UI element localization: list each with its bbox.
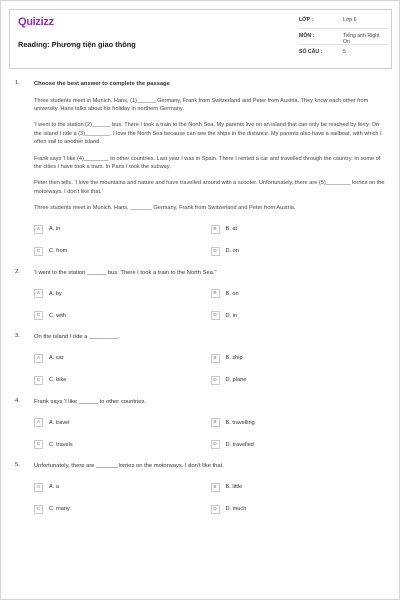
answer-option[interactable] <box>34 311 211 320</box>
answer-option[interactable] <box>34 289 211 298</box>
answer-options <box>34 286 387 323</box>
option-text: B. on <box>225 290 239 297</box>
meta-row-class <box>299 13 387 29</box>
meta-label: LỚP : <box>299 17 314 23</box>
option-text: A. in <box>49 226 61 233</box>
worksheet-header <box>9 9 392 69</box>
answer-options <box>34 351 387 388</box>
question-text: Unfortunately, there are _______lorries on the motorways. I don't like that. <box>34 463 224 470</box>
option-letter-box: C <box>34 440 43 449</box>
option-text: C. bike <box>49 377 67 384</box>
option-text: B. at <box>225 226 238 233</box>
question-number: 1. <box>15 80 20 86</box>
option-letter-box: C <box>34 505 43 514</box>
question-number: 2. <box>15 268 20 275</box>
meta-value: Lớp 6 <box>343 17 357 23</box>
question-5 <box>15 462 387 517</box>
option-text: D. much <box>225 506 247 513</box>
answer-option[interactable] <box>211 505 388 514</box>
answer-options <box>34 222 387 259</box>
questions-list <box>15 80 387 524</box>
answer-option[interactable] <box>34 376 211 385</box>
answer-option[interactable] <box>211 247 388 256</box>
meta-label: MÔN : <box>299 33 315 39</box>
question-number: 3. <box>15 333 20 340</box>
question-2 <box>15 269 387 324</box>
question-4 <box>15 398 387 453</box>
meta-value: Tiếng anh Right On <box>343 33 380 45</box>
answer-options <box>34 415 387 452</box>
question-1 <box>15 80 387 259</box>
option-text: D. travelled <box>225 441 254 448</box>
answer-option[interactable] <box>211 225 388 234</box>
answer-options <box>34 480 387 517</box>
option-text: A. a <box>49 484 59 491</box>
answer-option[interactable] <box>34 440 211 449</box>
answer-option[interactable] <box>211 289 388 298</box>
answer-option[interactable] <box>34 418 211 427</box>
passage-paragraph: Three students meet in Munich. Hans, (1)______ Germany, Frank from Switzerland and Peter from Austria. They know each other from university. Hans talks about his holiday in northern Germany. <box>34 97 369 112</box>
option-text: B. travelling <box>225 419 255 426</box>
option-text: B. little <box>225 484 243 491</box>
option-text: B. ship <box>225 355 243 362</box>
option-text: C. with <box>49 312 67 319</box>
question-text: 'I went to the station ______ bus. There I took a train to the North Sea." <box>34 269 217 276</box>
option-text: A. car <box>49 355 64 362</box>
answer-option[interactable] <box>34 247 211 256</box>
answer-option[interactable] <box>211 440 388 449</box>
option-letter-box: D <box>211 440 220 449</box>
answer-option[interactable] <box>34 483 211 492</box>
option-text: D. on <box>225 248 239 255</box>
option-letter-box: C <box>34 247 43 256</box>
question-text: On the island I ride a _________. <box>34 334 120 341</box>
option-text: A. travel <box>49 419 70 426</box>
answer-option[interactable] <box>34 505 211 514</box>
option-letter-box: B <box>211 354 220 363</box>
answer-option[interactable] <box>211 483 388 492</box>
answer-option[interactable] <box>34 354 211 363</box>
option-letter-box: B <box>211 483 220 492</box>
option-letter-box: D <box>211 376 220 385</box>
option-text: C. many <box>49 506 70 513</box>
option-letter-box: D <box>211 311 220 320</box>
answer-option[interactable] <box>211 376 388 385</box>
answer-option[interactable] <box>34 225 211 234</box>
option-text: C. from <box>49 248 68 255</box>
option-letter-box: A <box>34 289 43 298</box>
option-letter-box: B <box>211 289 220 298</box>
option-letter-box: A <box>34 483 43 492</box>
option-letter-box: D <box>211 247 220 256</box>
answer-option[interactable] <box>211 354 388 363</box>
answer-option[interactable] <box>211 311 388 320</box>
worksheet-meta <box>299 13 387 60</box>
passage-paragraph: Three students meet in Munich. Hans, _______ Germany, Frank from Switzerland and Peter from Austria. <box>34 205 296 212</box>
question-text: Choose the best answer to complete the passage <box>34 81 170 87</box>
option-letter-box: A <box>34 225 43 234</box>
option-text: D. plane <box>225 377 247 384</box>
option-letter-box: D <box>211 505 220 514</box>
question-3 <box>15 333 387 388</box>
option-letter-box: B <box>211 418 220 427</box>
passage-paragraph: Frank says 'I like (4)________ to other countries. Last year I was in Spain. There I rented a car and travelled through the country. In some of the cities I have took a tram. In Paris I took the subway. <box>34 155 381 170</box>
meta-value: 5 <box>343 49 346 55</box>
question-text: Frank says 'I like ______ to other countries. <box>34 398 146 405</box>
worksheet-title: Reading: Phương tiện giao thông <box>18 40 136 49</box>
option-letter-box: A <box>34 354 43 363</box>
option-text: A. by <box>49 290 62 297</box>
question-number: 4. <box>15 397 20 404</box>
meta-row-count <box>299 45 387 60</box>
answer-option[interactable] <box>211 418 388 427</box>
option-letter-box: C <box>34 376 43 385</box>
option-letter-box: A <box>34 418 43 427</box>
question-number: 5. <box>15 462 20 469</box>
option-text: C. travels <box>49 441 73 448</box>
quizizz-logo: Quizizz <box>18 16 54 28</box>
option-letter-box: C <box>34 311 43 320</box>
meta-row-subject <box>299 29 387 45</box>
passage-paragraph: Peter then tells. 'I love the mountains and nature and have travelled around with a scooter. Unfortunately, there are (5)________ lorries on the motorways. I don't like that.' <box>34 180 385 195</box>
option-letter-box: B <box>211 225 220 234</box>
meta-label: SỐ CÂU : <box>299 49 323 55</box>
passage-paragraph: 'I went to the station (2)______ bus. There I took a train to the North Sea. My parents live on an island that can only be reached by ferry. On the island I ride a (3)________. I love the North Sea because can see the ships in the distance. My parents also have a sailboat, with which I often sail to another island. <box>34 122 382 146</box>
option-text: D. in <box>225 312 238 319</box>
